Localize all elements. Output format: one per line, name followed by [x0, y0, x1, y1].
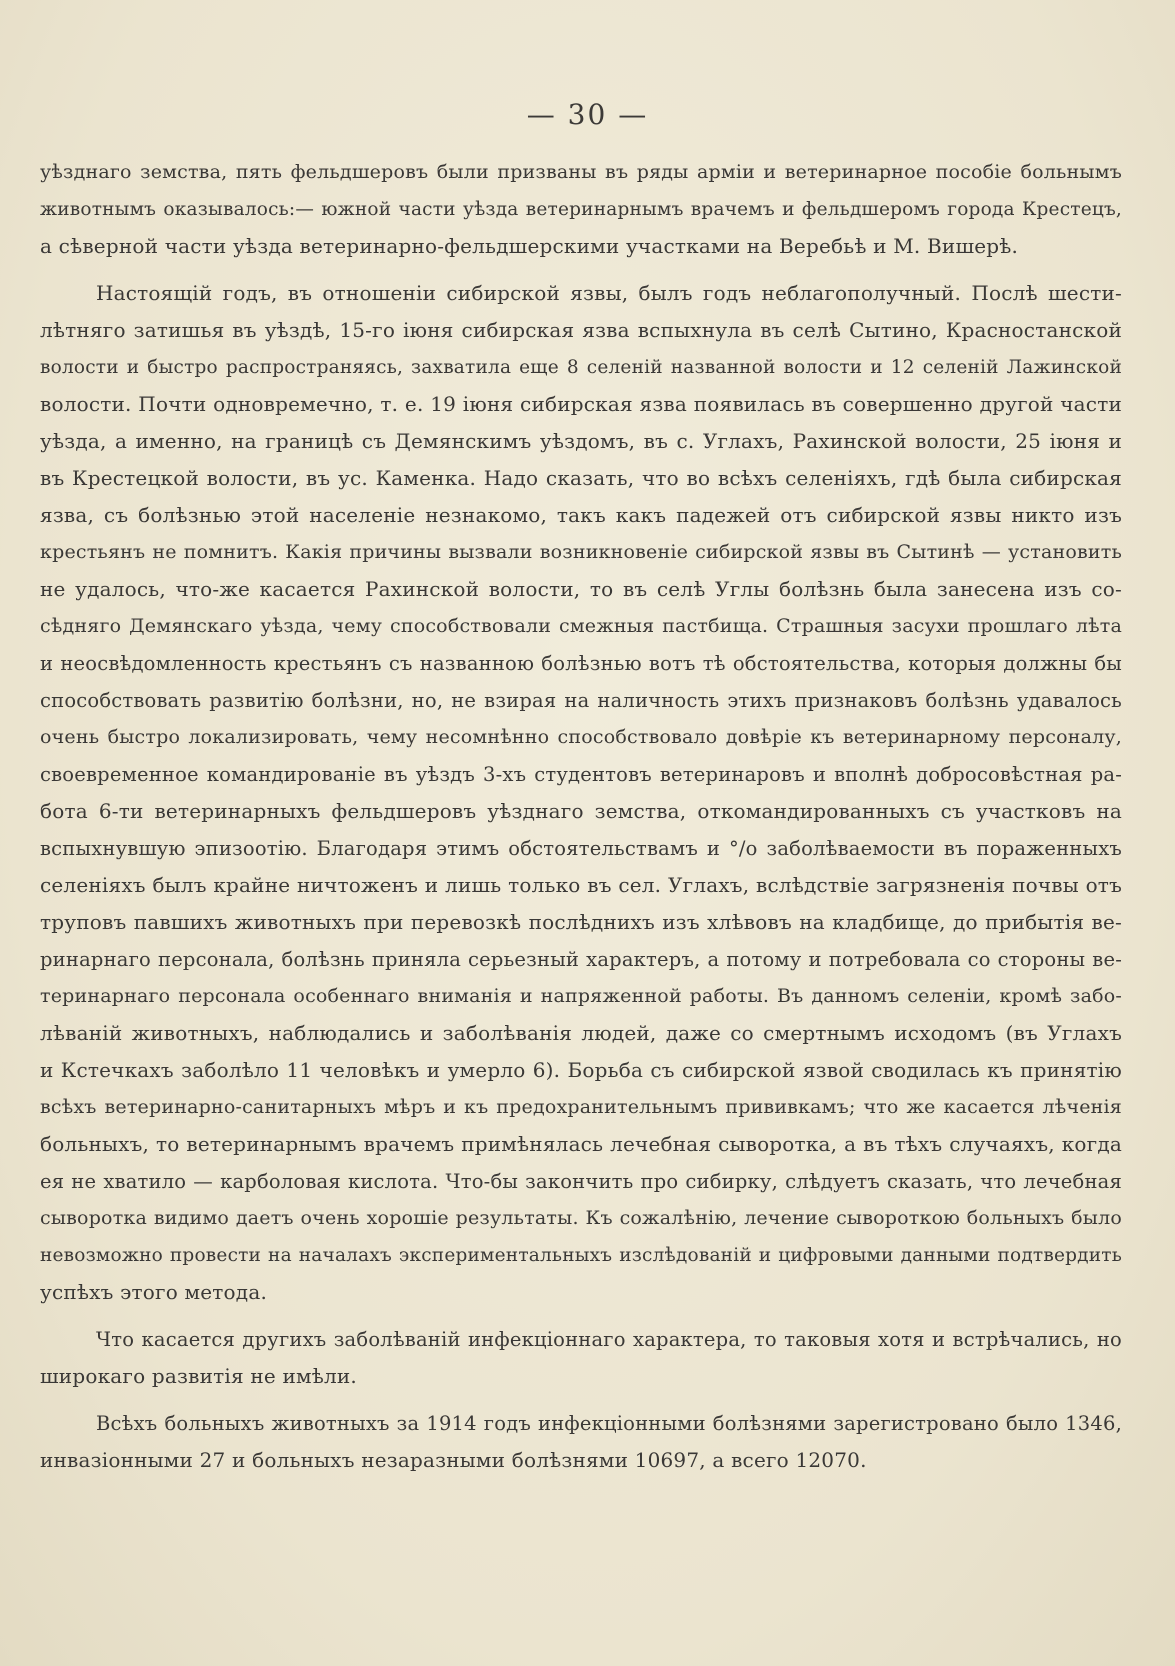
text-line: животнымъ оказывалось:— южной части уѣзда ветеринарнымъ врачемъ и фельдшеромъ города Крестецъ,: [40, 199, 1122, 220]
text-body: [40, 154, 1122, 1479]
page-number: — 30 —: [526, 98, 649, 131]
text-line: волости и быстро распространяясь, захватила еще 8 селеній названной волости и 12 селеній Лажинской: [40, 357, 1122, 378]
text-line: волости. Почти одновремечно, т. е. 19 іюня сибирская язва появилась въ совершенно другой части: [40, 392, 1122, 416]
text-line: язва, съ болѣзнью этой населеніе незнакомо, такъ какъ падежей отъ сибирской язвы никто изъ: [40, 503, 1122, 527]
text-line: селеніяхъ былъ крайне ничтоженъ и лишь только въ сел. Углахъ, вслѣдствіе загрязненія почвы отъ: [40, 873, 1122, 897]
text-line: вспыхнувшую эпизоотію. Благодаря этимъ обстоятельствамъ и °/о заболѣваемости въ пораженныхъ: [40, 837, 1122, 860]
paragraph-2: [40, 275, 1122, 1311]
text-line: своевременное командированіе въ уѣздъ 3-хъ студентовъ ветеринаровъ и вполнѣ добросовѣстная ра-: [40, 763, 1122, 786]
text-line: крестьянъ не помнитъ. Какія причины вызвали возникновеніе сибирской язвы въ Сытинѣ — установить: [40, 541, 1122, 563]
text-line: Что касается другихъ заболѣваній инфекціоннаго характера, то таковыя хотя и встрѣчались, но: [96, 1328, 1122, 1351]
text-line: теринарнаго персонала особеннаго вниманія и напряженной работы. Въ данномъ селеніи, кромѣ забо-: [40, 985, 1122, 1007]
text-line: лѣваній животныхъ, наблюдались и заболѣванія людей, даже со смертнымъ исходомъ (въ Углахъ: [40, 1021, 1122, 1045]
text-line: и Кстечкахъ заболѣло 11 человѣкъ и умерло 6). Борьба съ сибирской язвой сводилась къ принятію: [40, 1058, 1122, 1082]
text-line: успѣхъ этого метода.: [40, 1280, 267, 1304]
text-line: сыворотка видимо даетъ очень хорошіе результаты. Къ сожалѣнію, лечение сывороткою больныхъ было: [40, 1207, 1122, 1229]
text-line: способствовать развитію болѣзни, но, не взирая на наличность этихъ признаковъ болѣзнь удавалось: [40, 689, 1122, 712]
text-line: а сѣверной части уѣзда ветеринарно-фельдшерскими участками на Веребьѣ и М. Вишерѣ.: [40, 234, 1019, 258]
text-line: Настоящій годъ, въ отношеніи сибирской язвы, былъ годъ неблагополучный. Послѣ шести-: [96, 281, 1122, 305]
paragraph-4: [40, 1405, 1122, 1479]
text-line: больныхъ, то ветеринарнымъ врачемъ примѣнялась лечебная сыворотка, а въ тѣхъ случаяхъ, когда: [40, 1132, 1122, 1156]
text-line: инвазіонными 27 и больныхъ незаразными болѣзнями 10697, а всего 12070.: [40, 1448, 867, 1472]
text-line: труповъ павшихъ животныхъ при перевозкѣ послѣднихъ изъ хлѣвовъ на кладбище, до прибытія ве-: [40, 910, 1122, 934]
text-line: и неосвѣдомленность крестьянъ съ названною болѣзнью вотъ тѣ обстоятельства, которыя должны бы: [40, 652, 1122, 675]
text-line: всѣхъ ветеринарно-санитарныхъ мѣръ и къ предохранительнымъ прививкамъ; что же касается лѣченія: [40, 1096, 1122, 1118]
text-line: не удалось, что-же касается Рахинской волости, то въ селѣ Углы болѣзнь была занесена изъ со-: [40, 577, 1122, 601]
text-line: ея не хватило — карболовая кислота. Что-бы закончить про сибирку, слѣдуетъ сказать, что лечебная: [40, 1170, 1122, 1193]
paragraph-1: [40, 154, 1122, 265]
text-line: уѣзда, а именно, на границѣ съ Демянскимъ уѣздомъ, въ с. Углахъ, Рахинской волости, 25 іюня и: [40, 429, 1122, 453]
text-line: сѣдняго Демянскаго уѣзда, чему способствовали смежныя пастбища. Страшныя засухи прошлаго лѣта: [40, 615, 1122, 637]
text-line: лѣтняго затишья въ уѣздѣ, 15-го іюня сибирская язва вспыхнула въ селѣ Сытино, Красностанской: [40, 318, 1122, 342]
text-line: бота 6-ти ветеринарныхъ фельдшеровъ уѣзднаго земства, откомандированныхъ съ участковъ на: [40, 799, 1122, 823]
text-line: Всѣхъ больныхъ животныхъ за 1914 годъ инфекціонными болѣзнями зарегистровано было 1346,: [96, 1412, 1122, 1435]
text-line: очень быстро локализировать, чему несомнѣнно способствовало довѣріе къ ветеринарному персоналу,: [40, 726, 1122, 748]
text-line: широкаго развитія не имѣли.: [40, 1364, 357, 1388]
paragraph-3: [40, 1321, 1122, 1395]
text-line: ринарнаго персонала, болѣзнь приняла серьезный характеръ, а потому и потребовала со стороны ве-: [40, 948, 1122, 971]
text-line: въ Крестецкой волости, въ ус. Каменка. Надо сказать, что во всѣхъ селеніяхъ, гдѣ была сибирская: [40, 466, 1122, 490]
text-line: невозможно провести на началахъ экспериментальныхъ изслѣдованій и цифровыми данными подтвердить: [40, 1245, 1122, 1266]
text-line: уѣзднаго земства, пять фельдшеровъ были призваны въ ряды арміи и ветеринарное пособіе больнымъ: [40, 161, 1122, 183]
